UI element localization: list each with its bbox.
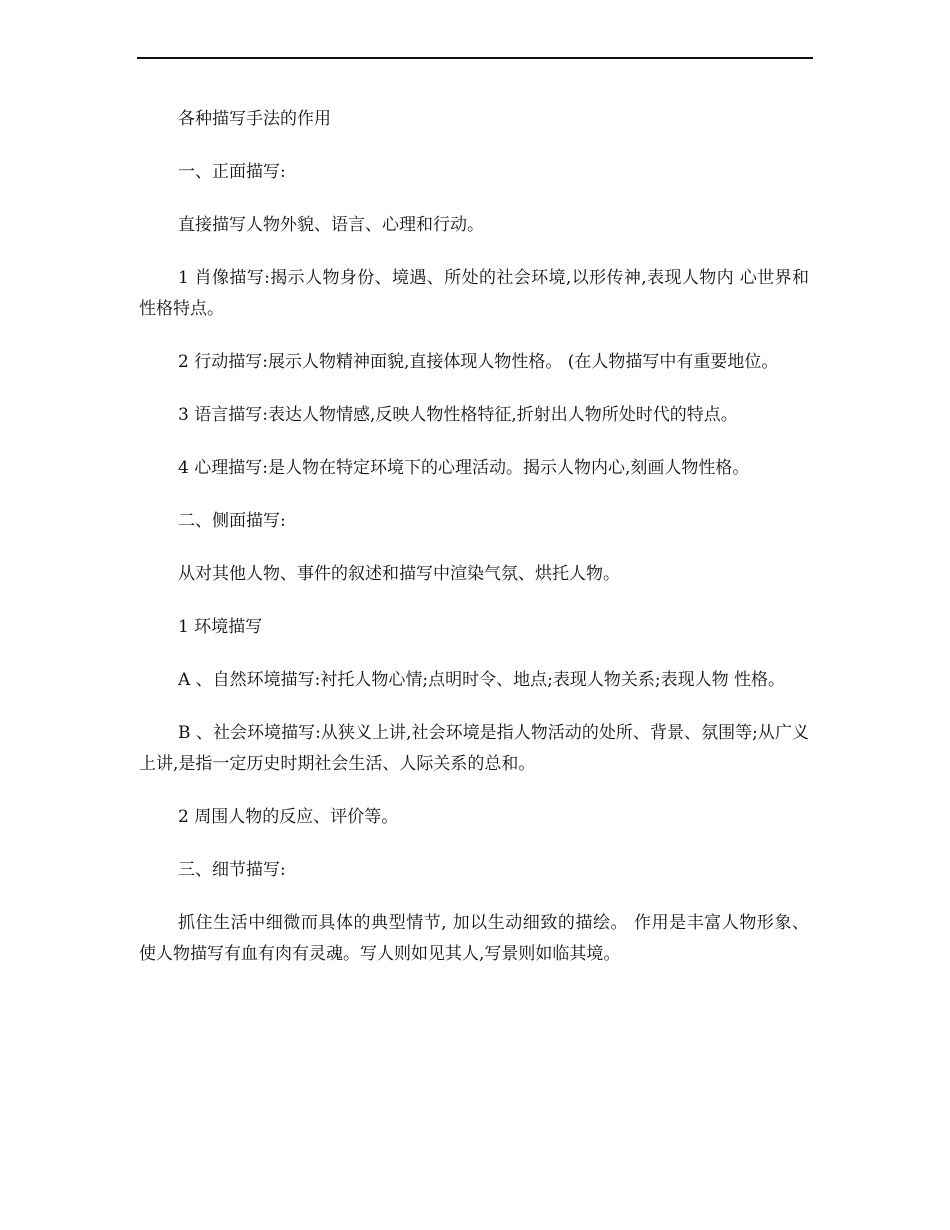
paragraph-indirect-intro: 从对其他人物、事件的叙述和描写中渲染气氛、烘托人物。 <box>178 564 620 584</box>
section-heading-indirect: 二、侧面描写: <box>178 511 286 531</box>
paragraph-portrait: 1 肖像描写:揭示人物身份、境遇、所处的社会环境,以形传神,表现人物内 心世界和性格特点。 <box>139 268 809 319</box>
header-rule <box>137 57 813 59</box>
section-heading-direct: 一、正面描写: <box>178 162 286 182</box>
paragraph-natural-environment: A 、自然环境描写:衬托人物心情;点明时令、地点;表现人物关系;表现人物 性格。 <box>178 670 785 690</box>
paragraph-language: 3 语言描写:表达人物情感,反映人物性格特征,折射出人物所处时代的特点。 <box>178 405 738 425</box>
paragraph-environment: 1 环境描写 <box>178 617 263 637</box>
section-heading-detail: 三、细节描写: <box>178 860 286 880</box>
paragraph-social-environment: B 、社会环境描写:从狭义上讲,社会环境是指人物活动的处所、背景、氛围等;从广义上讲,是指一定历史时期社会生活、人际关系的总和。 <box>139 723 809 774</box>
document-title: 各种描写手法的作用 <box>178 109 331 129</box>
paragraph-psychology: 4 心理描写:是人物在特定环境下的心理活动。揭示人物内心,刻画人物性格。 <box>178 458 750 478</box>
paragraph-direct-intro: 直接描写人物外貌、语言、心理和行动。 <box>178 215 484 235</box>
document-body <box>139 104 809 992</box>
paragraph-action: 2 行动描写:展示人物精神面貌,直接体现人物性格。 (在人物描写中有重要地位。 <box>178 352 779 372</box>
paragraph-detail: 抓住生活中细微而具体的典型情节, 加以生动细致的描绘。 作用是丰富人物形象、 使人物描写有血有肉有灵魂。写人则如见其人,写景则如临其境。 <box>139 913 809 964</box>
paragraph-surrounding-people: 2 周围人物的反应、评价等。 <box>178 807 399 827</box>
